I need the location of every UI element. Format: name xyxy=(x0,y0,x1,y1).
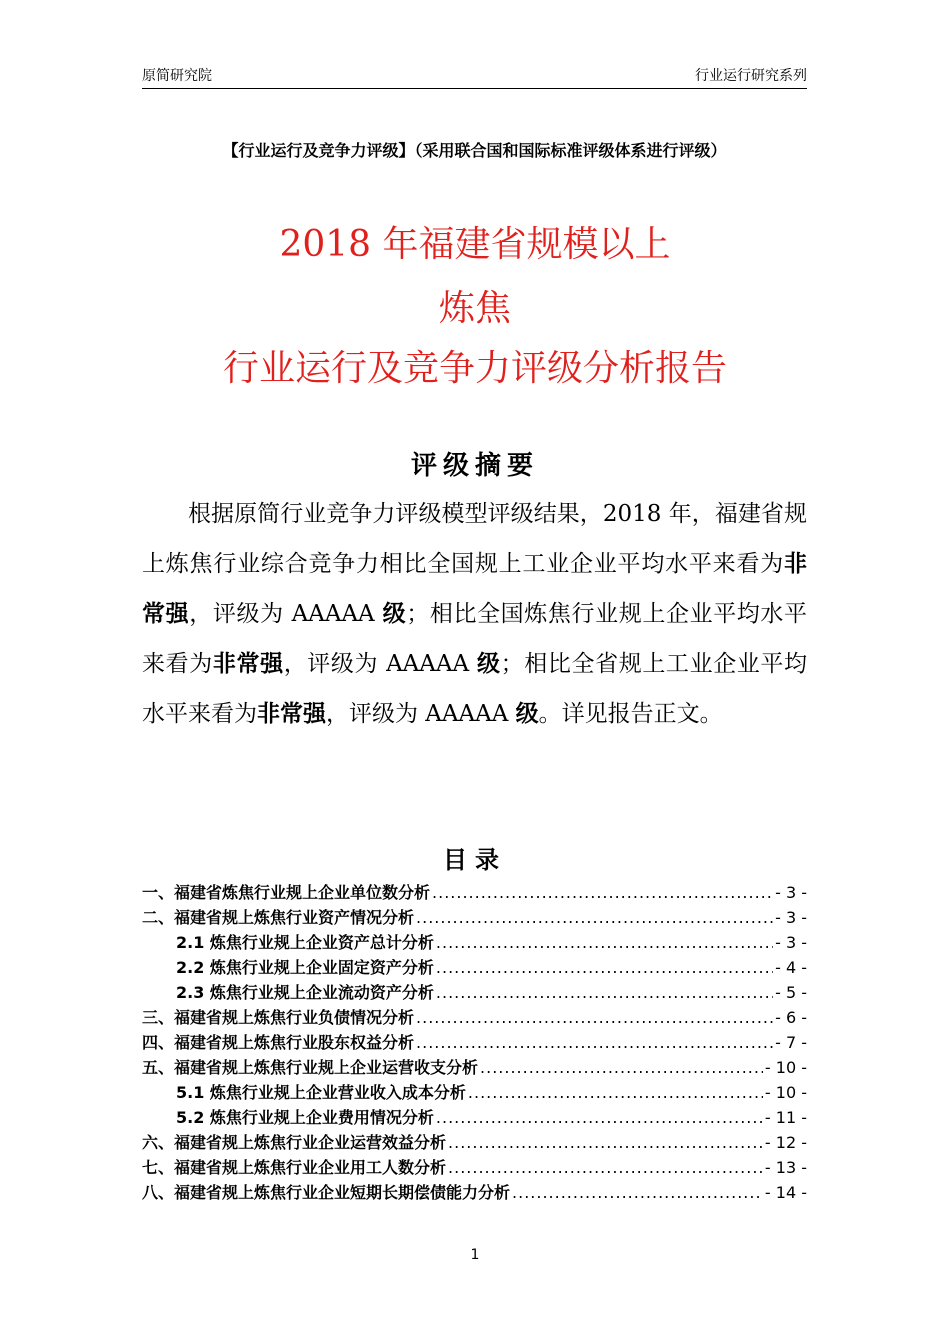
toc-dot-leader xyxy=(468,1080,763,1105)
toc-entry-page: - 6 - xyxy=(775,1008,807,1027)
toc-dot-leader xyxy=(436,930,773,955)
toc-entry-label: 2.2 炼焦行业规上企业固定资产分析 xyxy=(176,958,434,977)
toc-entry-page: - 10 - xyxy=(764,1083,807,1102)
title-line-3: 行业运行及竞争力评级分析报告 xyxy=(222,348,727,389)
toc-entry[interactable] xyxy=(142,955,807,980)
summary-grade: 级 xyxy=(477,650,501,677)
toc-entry[interactable] xyxy=(142,880,807,905)
toc-entry-label: 七、福建省规上炼焦行业企业用工人数分析 xyxy=(142,1158,447,1177)
toc-entry-label: 六、福建省规上炼焦行业企业运营效益分析 xyxy=(142,1133,447,1152)
toc-entry[interactable] xyxy=(142,905,807,930)
toc-entry[interactable] xyxy=(142,1005,807,1030)
toc-dot-leader xyxy=(416,1030,773,1055)
summary-text: ，评级为 AAAAA xyxy=(189,601,383,627)
toc-entry[interactable] xyxy=(142,1130,807,1155)
summary-text: ，评级为 AAAAA xyxy=(326,701,516,727)
summary-text: 。详见报告正文。 xyxy=(538,701,723,727)
toc-entry[interactable] xyxy=(142,1080,807,1105)
summary-grade: 级 xyxy=(515,700,539,727)
toc-entry[interactable] xyxy=(142,1055,807,1080)
toc-dot-leader xyxy=(480,1055,763,1080)
summary-strength: 非常强 xyxy=(257,700,326,727)
page-number: 1 xyxy=(470,1247,480,1263)
toc-entry-page: - 7 - xyxy=(775,1033,807,1052)
toc-entry-label: 三、福建省规上炼焦行业负债情况分析 xyxy=(142,1008,415,1027)
toc-entry-label: 二、福建省规上炼焦行业资产情况分析 xyxy=(142,908,415,927)
toc-entry[interactable] xyxy=(142,1030,807,1055)
toc-entry-page: - 13 - xyxy=(764,1158,807,1177)
toc-entry-label: 一、福建省炼焦行业规上企业单位数分析 xyxy=(142,883,431,902)
header-series: 行业运行研究系列 xyxy=(695,68,807,84)
toc-entry-page: - 4 - xyxy=(775,958,807,977)
toc-entry[interactable] xyxy=(142,1180,807,1205)
summary-text: 根据原简行业竞争力评级模型评级结果，2018 年，福建省规上炼焦行业综合竞争力相比全国规上工业企业平均水平来看为 xyxy=(142,501,807,577)
summary-text: ；相比全省规上工业企业平均水平来看为 xyxy=(142,651,808,727)
toc-entry[interactable] xyxy=(142,1105,807,1130)
summary-strength: 非常强 xyxy=(212,650,284,677)
summary-grade: 级 xyxy=(382,600,407,627)
toc-entry-page: - 3 - xyxy=(775,908,807,927)
toc-entry[interactable] xyxy=(142,980,807,1005)
summary-text: ；相比全国炼焦行业规上企业平均水平来看为 xyxy=(142,601,808,677)
toc-dot-leader xyxy=(436,955,773,980)
toc-entry-label: 2.1 炼焦行业规上企业资产总计分析 xyxy=(176,933,434,952)
toc-dot-leader xyxy=(416,1005,773,1030)
toc-dot-leader xyxy=(416,905,773,930)
toc-entry-label: 5.2 炼焦行业规上企业费用情况分析 xyxy=(176,1108,434,1127)
toc-dot-leader xyxy=(512,1180,763,1205)
toc-dot-leader xyxy=(436,1105,763,1130)
title-line-1: 2018 年福建省规模以上 xyxy=(279,224,671,265)
toc-entry-label: 五、福建省规上炼焦行业规上企业运营收支分析 xyxy=(142,1058,479,1077)
report-subtitle: 【行业运行及竞争力评级】（采用联合国和国际标准评级体系进行评级） xyxy=(222,141,727,160)
summary-paragraph xyxy=(142,490,807,739)
toc-entry[interactable] xyxy=(142,930,807,955)
title-line-2: 炼焦 xyxy=(438,288,511,329)
toc-entry-label: 5.1 炼焦行业规上企业营业收入成本分析 xyxy=(176,1083,466,1102)
toc-dot-leader xyxy=(436,980,773,1005)
toc-entry-page: - 3 - xyxy=(775,883,807,902)
toc-dot-leader xyxy=(448,1130,763,1155)
toc-heading: 目录 xyxy=(443,846,507,874)
table-of-contents xyxy=(142,880,807,1205)
toc-entry-page: - 12 - xyxy=(764,1133,807,1152)
toc-entry-page: - 10 - xyxy=(764,1058,807,1077)
toc-entry-label: 四、福建省规上炼焦行业股东权益分析 xyxy=(142,1033,415,1052)
summary-text: ，评级为 AAAAA xyxy=(283,651,478,677)
toc-entry-page: - 11 - xyxy=(764,1108,807,1127)
toc-dot-leader xyxy=(432,880,773,905)
page-header xyxy=(142,62,807,89)
toc-dot-leader xyxy=(448,1155,763,1180)
toc-entry-label: 2.3 炼焦行业规上企业流动资产分析 xyxy=(176,983,434,1002)
toc-entry-label: 八、福建省规上炼焦行业企业短期长期偿债能力分析 xyxy=(142,1183,511,1202)
toc-entry-page: - 3 - xyxy=(775,933,807,952)
toc-entry[interactable] xyxy=(142,1155,807,1180)
toc-entry-page: - 5 - xyxy=(775,983,807,1002)
header-org: 原简研究院 xyxy=(142,68,212,84)
summary-strength: 非常强 xyxy=(142,550,807,627)
summary-heading: 评级摘要 xyxy=(410,451,539,481)
toc-entry-page: - 14 - xyxy=(764,1183,807,1202)
